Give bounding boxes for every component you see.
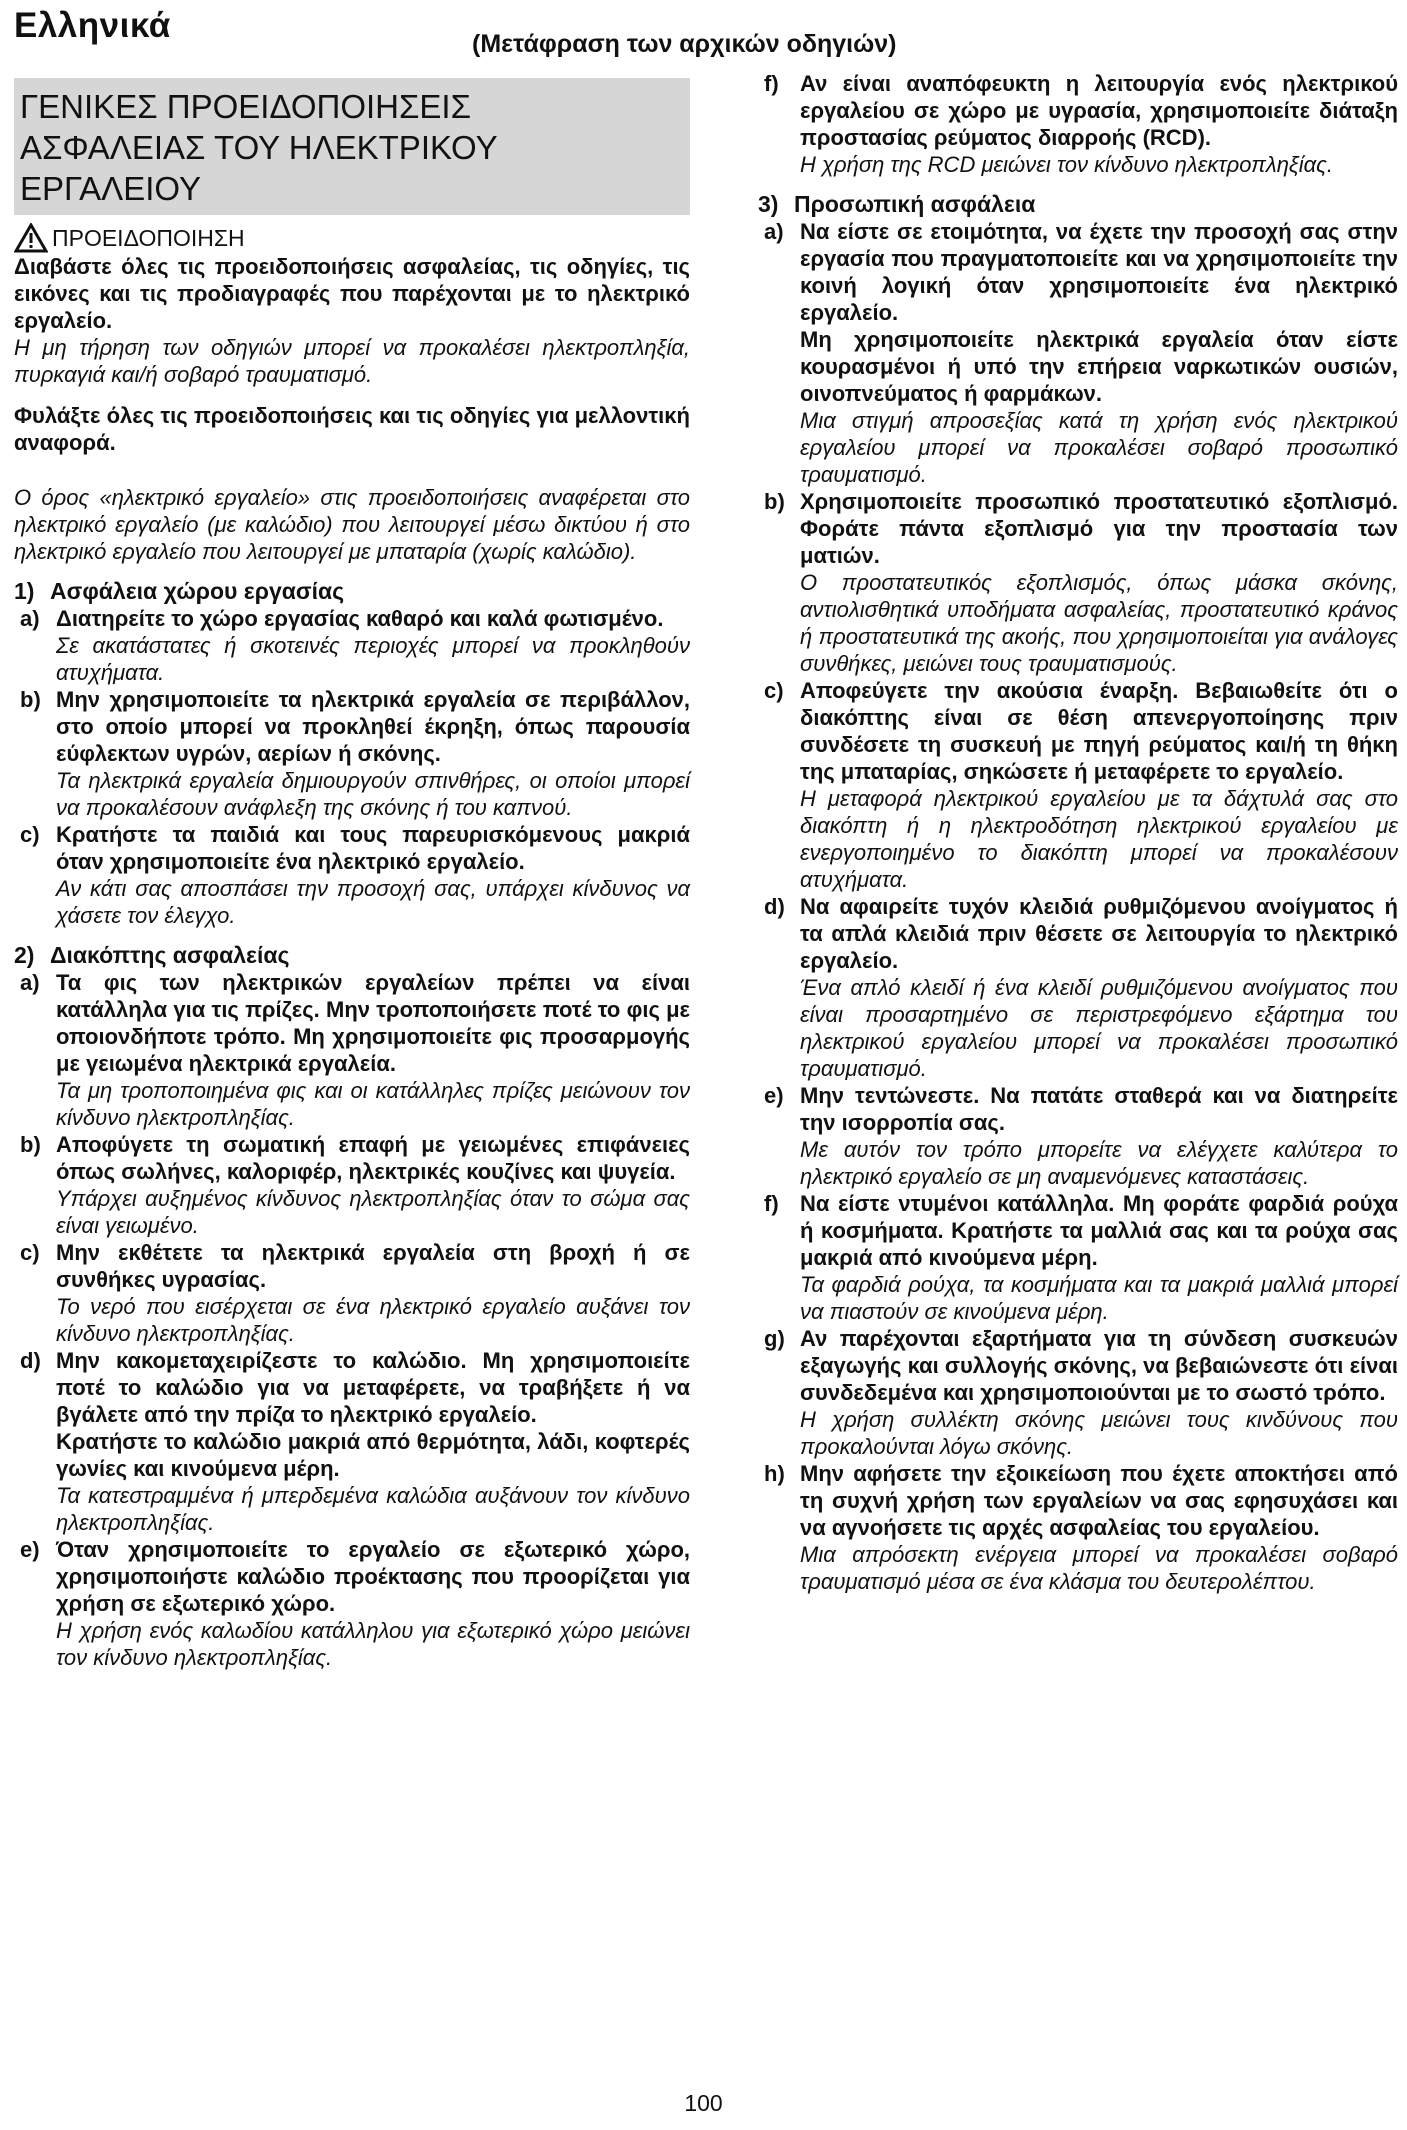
intro-failure: Η μη τήρηση των οδηγιών μπορεί να προκαλέσει ηλεκτροπληξία, πυρκαγιά και/ή σοβαρό τραυματισμό.	[14, 335, 690, 387]
list-item: e) Όταν χρησιμοποιείτε το εργαλείο σε εξωτερικό χώρο, χρησιμοποιήστε καλώδιο προέκτασης που προορίζεται για χρήση σε εξωτερικό χώρο. Η χρήση ενός καλωδίου κατάλληλου για εξωτερικό χώρο μειώνει τον κίνδυνο ηλεκτροπληξίας.	[20, 1537, 690, 1670]
safety-title-box	[14, 78, 690, 215]
title-line: ΓΕΝΙΚΕΣ ΠΡΟΕΙΔΟΠΟΙΗΣΕΙΣ	[20, 88, 471, 125]
left-column	[14, 78, 690, 1671]
list-item: b) Χρησιμοποιείτε προσωπικό προστατευτικό εξοπλισμό. Φοράτε πάντα εξοπλισμό για την προστασία των ματιών. Ο προστατευτικός εξοπλισμός, όπως μάσκα σκόνης, αντιολισθητικά υποδήματα ασφαλείας, προστατευτικό κράνος ή προστατευτικά της ακοής, που χρησιμοποιείται για ανάλογες συνθήκες, μειώνει τους τραυματισμούς.	[764, 489, 1398, 676]
warning-heading	[14, 223, 690, 253]
list-item: f) Να είστε ντυμένοι κατάλληλα. Μη φοράτε φαρδιά ρούχα ή κοσμήματα. Κρατήστε τα μαλλιά σας και τα ρούχα σας μακριά από κινούμενα μέρη. Τα φαρδιά ρούχα, τα κοσμήματα και τα μακριά μαλλιά μπορεί να πιαστούν σε κινούμενα μέρη.	[764, 1191, 1398, 1324]
language-heading: Ελληνικά	[14, 6, 171, 45]
list-item: c) Μην εκθέτετε τα ηλεκτρικά εργαλεία στη βροχή ή σε συνθήκες υγρασίας. Το νερό που εισέρχεται σε ένα ηλεκτρικό εργαλείο αυξάνει τον κίνδυνο ηλεκτροπληξίας.	[20, 1240, 690, 1346]
list-item: b) Αποφύγετε τη σωματική επαφή με γειωμένες επιφάνειες όπως σωλήνες, καλοριφέρ, ηλεκτρικές κουζίνες και ψυγεία. Υπάρχει αυξημένος κίνδυνος ηλεκτροπληξίας όταν το σώμα σας είναι γειωμένο.	[20, 1132, 690, 1238]
list-item: a) Τα φις των ηλεκτρικών εργαλείων πρέπει να είναι κατάλληλα για τις πρίζες. Μην τροποποιήσετε ποτέ το φις με οποιονδήποτε τρόπο. Μη χρησιμοποιείτε φις προσαρμογής με γειωμένα ηλεκτρικά εργαλεία. Τα μη τροποποιημένα φις και οι κατάλληλες πρίζες μειώνουν τον κίνδυνο ηλεκτροπληξίας.	[20, 970, 690, 1130]
title-line: ΑΣΦΑΛΕΙΑΣ ΤΟΥ ΗΛΕΚΤΡΙΚΟΥ	[20, 129, 498, 166]
list-item: e) Μην τεντώνεστε. Να πατάτε σταθερά και να διατηρείτε την ισορροπία σας. Με αυτόν τον τρόπο μπορείτε να ελέγχετε καλύτερα το ηλεκτρικό εργαλείο σε μη αναμενόμενες καταστάσεις.	[764, 1083, 1398, 1189]
list-item: c) Κρατήστε τα παιδιά και τους παρευρισκόμενους μακριά όταν χρησιμοποιείτε ένα ηλεκτρικό εργαλείο. Αν κάτι σας αποσπάσει την προσοχή σας, υπάρχει κίνδυνος να χάσετε τον έλεγχο.	[20, 822, 690, 928]
section-2-heading: 2) Διακόπτης ασφαλείας	[14, 942, 290, 968]
list-item: f) Αν είναι αναπόφευκτη η λειτουργία ενός ηλεκτρικού εργαλείου σε χώρο με υγρασία, χρησιμοποιείτε διάταξη προστασίας ρεύματος διαρροής (RCD). Η χρήση της RCD μειώνει τον κίνδυνο ηλεκτροπληξίας.	[764, 71, 1398, 177]
list-item: g) Αν παρέχονται εξαρτήματα για τη σύνδεση συσκευών εξαγωγής και συλλογής σκόνης, να βεβαιώνεστε ότι είναι συνδεδεμένα και χρησιμοποιούνται με το σωστό τρόπο. Η χρήση συλλέκτη σκόνης μειώνει τους κινδύνους που προκαλούνται λόγω σκόνης.	[764, 1326, 1398, 1459]
intro-save: Φυλάξτε όλες τις προειδοποιήσεις και τις οδηγίες για μελλοντική αναφορά.	[14, 403, 690, 455]
list-item: h) Μην αφήσετε την εξοικείωση που έχετε αποκτήσει από τη συχνή χρήση των εργαλείων να σας εφησυχάσει και να αγνοήσετε τις αρχές ασφαλείας του εργαλείου. Μια απρόσεκτη ενέργεια μπορεί να προκαλέσει σοβαρό τραυματισμό μέσα σε ένα κλάσμα του δευτερολέπτου.	[764, 1461, 1398, 1594]
intro-read-all: Διαβάστε όλες τις προειδοποιήσεις ασφαλείας, τις οδηγίες, τις εικόνες και τις προδιαγραφές που παρέχονται με το ηλεκτρικό εργαλείο.	[14, 254, 690, 333]
warning-triangle-icon	[14, 223, 48, 253]
warning-label: ΠΡΟΕΙΔΟΠΟΙΗΣΗ	[52, 224, 245, 251]
page-number: 100	[684, 2090, 723, 2116]
list-item: c) Αποφεύγετε την ακούσια έναρξη. Βεβαιωθείτε ότι ο διακόπτης είναι σε θέση απενεργοποίησης πριν συνδέσετε τη συσκευή με πηγή ρεύματος και/ή τη θήκη της μπαταρίας, σηκώσετε ή μεταφέρετε το εργαλείο. Η μεταφορά ηλεκτρικού εργαλείου με τα δάχτυλά σας στο διακόπτη ή η ηλεκτροδότηση ηλεκτρικού εργαλείου με ενεργοποιημένο το διακόπτη μπορεί να προκαλέσουν ατυχήματα.	[764, 678, 1398, 892]
translation-note: (Μετάφραση των αρχικών οδηγιών)	[472, 30, 897, 58]
title-line: ΕΡΓΑΛΕΙΟΥ	[20, 170, 202, 207]
list-item: b) Μην χρησιμοποιείτε τα ηλεκτρικά εργαλεία σε περιβάλλον, στο οποίο μπορεί να προκληθεί έκρηξη, όπως παρουσία εύφλεκτων υγρών, αερίων ή σκόνης. Τα ηλεκτρικά εργαλεία δημιουργούν σπινθήρες, οι οποίοι μπορεί να προκαλέσουν ανάφλεξη της σκόνης ή του καπνού.	[20, 687, 690, 820]
list-item: d) Να αφαιρείτε τυχόν κλειδιά ρυθμιζόμενου ανοίγματος ή τα απλά κλειδιά πριν θέσετε σε λειτουργία το ηλεκτρικό εργαλείο. Ένα απλό κλειδί ή ένα κλειδί ρυθμιζόμενου ανοίγματος που είναι προσαρτημένο σε περιστρεφόμενο εξάρτημα του ηλεκτρικού εργαλείου μπορεί να προκαλέσει προσωπικό τραυματισμό.	[764, 894, 1398, 1081]
intro-term: Ο όρος «ηλεκτρικό εργαλείο» στις προειδοποιήσεις αναφέρεται στο ηλεκτρικό εργαλείο (με καλώδιο) που λειτουργεί μέσω δικτύου ή στο ηλεκτρικό εργαλείο που λειτουργεί με μπαταρία (χωρίς καλώδιο).	[14, 485, 690, 564]
list-item: a) Διατηρείτε το χώρο εργασίας καθαρό και καλά φωτισμένο. Σε ακατάστατες ή σκοτεινές περιοχές μπορεί να προκληθούν ατυχήματα.	[20, 606, 690, 685]
section-1-heading: 1) Ασφάλεια χώρου εργασίας	[14, 578, 345, 604]
list-item: d) Μην κακομεταχειρίζεστε το καλώδιο. Μη χρησιμοποιείτε ποτέ το καλώδιο για να μεταφέρετε, να τραβήξετε ή να βγάλετε από την πρίζα το ηλεκτρικό εργαλείο. Κρατήστε το καλώδιο μακριά από θερμότητα, λάδι, κοφτερές γωνίες και κινούμενα μέρη. Τα κατεστραμμένα ή μπερδεμένα καλώδια αυξάνουν τον κίνδυνο ηλεκτροπληξίας.	[20, 1348, 690, 1535]
right-column	[758, 70, 1398, 1595]
section-3-heading: 3) Προσωπική ασφάλεια	[758, 191, 1036, 217]
list-item: a) Να είστε σε ετοιμότητα, να έχετε την προσοχή σας στην εργασία που πραγματοποιείτε και να χρησιμοποιείτε την κοινή λογική όταν χρησιμοποιείτε ένα ηλεκτρικό εργαλείο. Μη χρησιμοποιείτε ηλεκτρικά εργαλεία όταν είστε κουρασμένοι ή υπό την επήρεια ναρκωτικών ουσιών, οινοπνεύματος ή φαρμάκων. Μια στιγμή απροσεξίας κατά τη χρήση ενός ηλεκτρικού εργαλείου μπορεί να προκαλέσει σοβαρό προσωπικό τραυματισμό.	[764, 219, 1398, 487]
